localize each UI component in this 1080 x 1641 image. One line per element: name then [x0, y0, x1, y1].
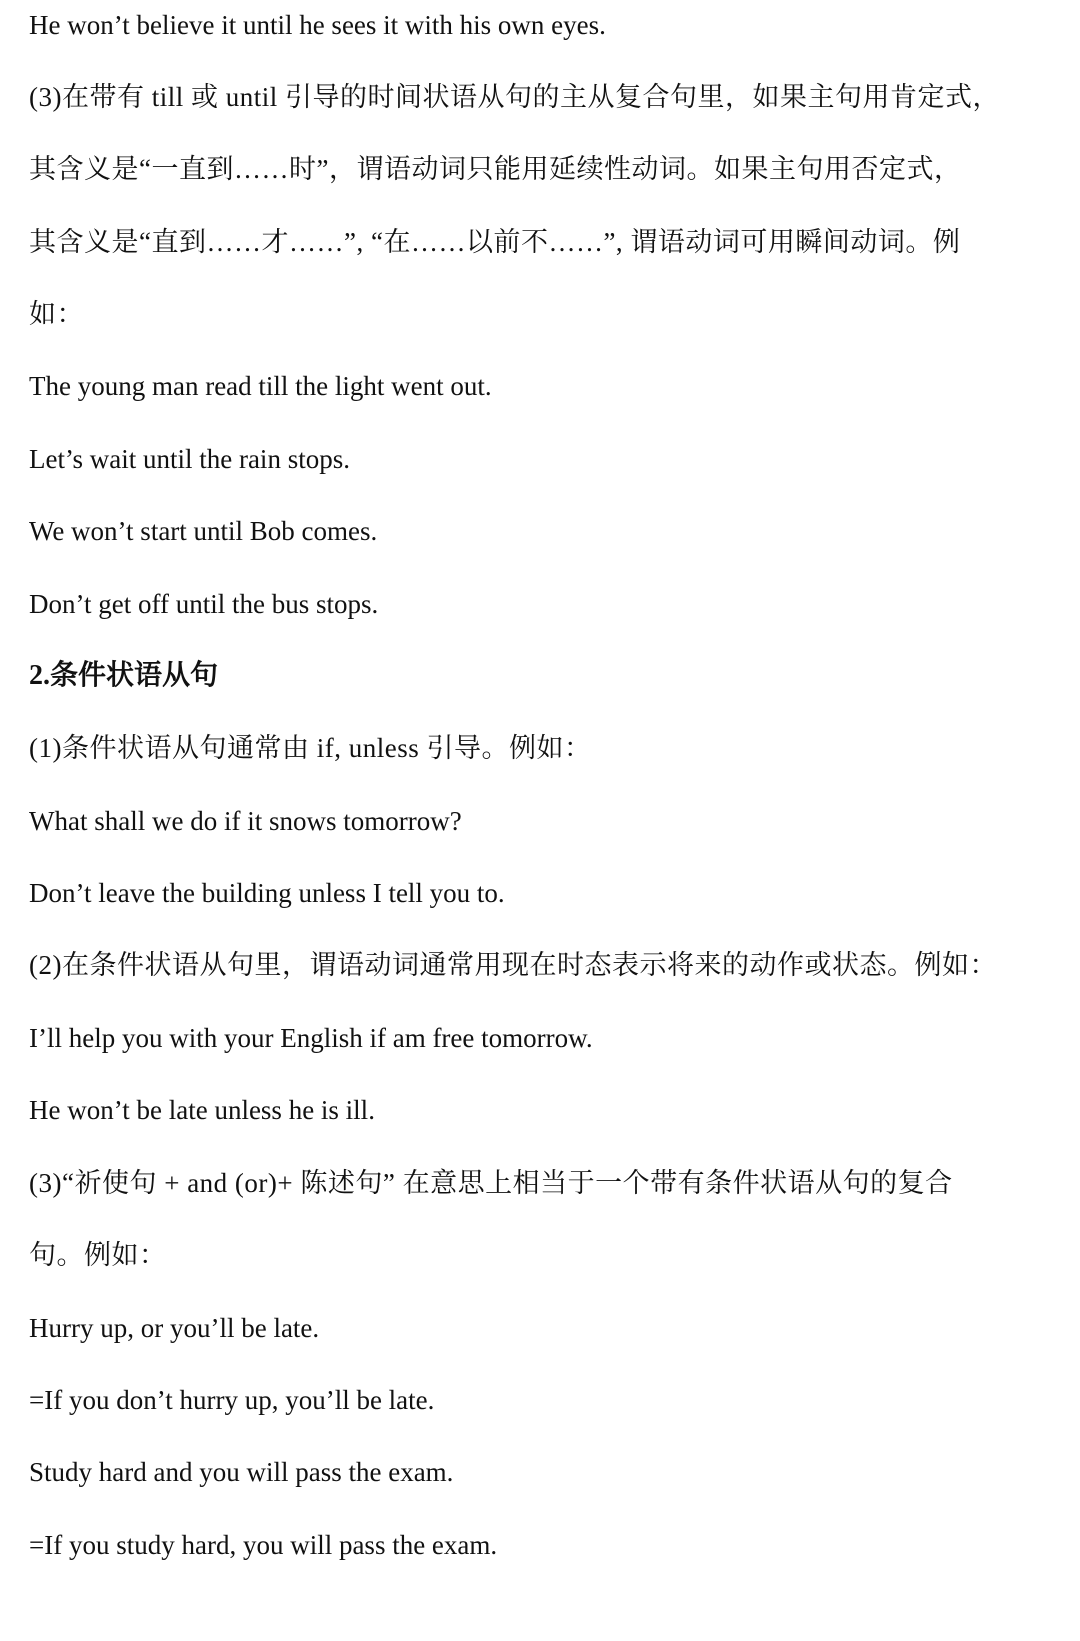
example-sentence: Don’t leave the building unless I tell you to. [29, 878, 505, 908]
example-sentence: =If you don’t hurry up, you’ll be late. [29, 1385, 435, 1415]
rule-text: (3)“祈使句 + and (or)+ 陈述句” 在意思上相当于一个带有条件状语从句的复合 [29, 1168, 953, 1198]
rule-text: 其含义是“直到……才……”, “在……以前不……”, 谓语动词可用瞬间动词。例 [29, 227, 961, 257]
rule-text: (2)在条件状语从句里，谓语动词通常用现在时态表示将来的动作或状态。例如： [29, 950, 997, 980]
example-sentence: He won’t be late unless he is ill. [29, 1095, 375, 1125]
example-sentence: Let’s wait until the rain stops. [29, 444, 350, 474]
rule-text: 如： [29, 299, 84, 329]
example-sentence: What shall we do if it snows tomorrow? [29, 806, 462, 836]
rule-text: 句。例如： [29, 1240, 167, 1270]
rule-text: (3)在带有 till 或 until 引导的时间状语从句的主从复合句里，如果主句用肯定式， [29, 82, 1000, 112]
example-sentence: We won’t start until Bob comes. [29, 516, 378, 546]
example-sentence: =If you study hard, you will pass the exam. [29, 1530, 498, 1560]
example-sentence: The young man read till the light went out. [29, 371, 492, 401]
example-sentence: He won’t believe it until he sees it with his own eyes. [29, 10, 606, 40]
example-sentence: Hurry up, or you’ll be late. [29, 1313, 320, 1343]
example-sentence: Don’t get off until the bus stops. [29, 589, 379, 619]
example-sentence: I’ll help you with your English if am free tomorrow. [29, 1023, 593, 1053]
section-heading: 2.条件状语从句 [29, 660, 219, 691]
rule-text: 其含义是“一直到……时”，谓语动词只能用延续性动词。如果主句用否定式， [29, 154, 962, 184]
example-sentence: Study hard and you will pass the exam. [29, 1457, 454, 1487]
rule-text: (1)条件状语从句通常由 if, unless 引导。例如： [29, 733, 592, 763]
